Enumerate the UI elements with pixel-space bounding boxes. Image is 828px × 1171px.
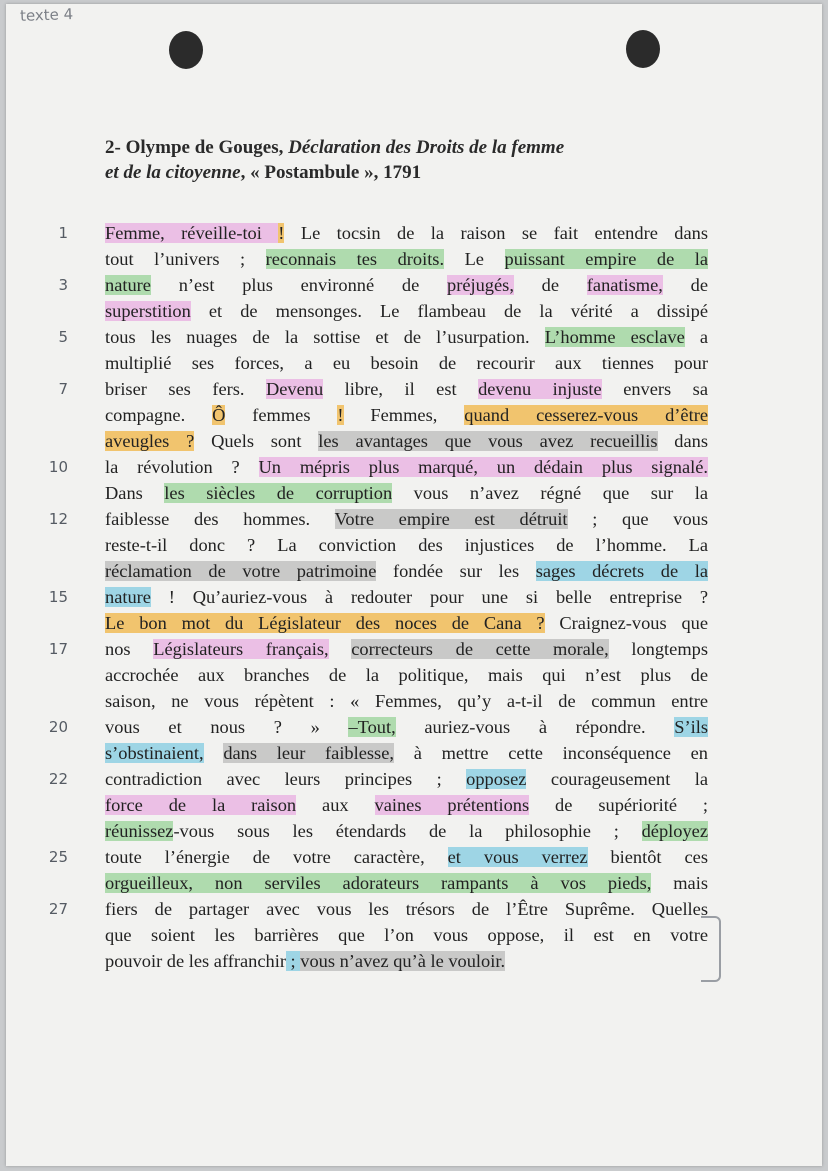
text-segment: Dans <box>105 483 165 503</box>
text-segment: vous et nous ? » <box>105 717 349 737</box>
text-segment: Le <box>444 249 505 269</box>
text-line <box>105 662 708 688</box>
highlighted-phrase: opposez <box>466 769 527 789</box>
text-segment: n’est plus environné de <box>150 275 448 295</box>
highlighted-phrase: superstition <box>105 301 191 321</box>
body-text <box>105 220 708 974</box>
text-segment: mais <box>651 873 708 893</box>
text-line <box>105 454 708 480</box>
text-segment: ; que vous <box>567 509 709 529</box>
highlighted-phrase: correcteurs de cette morale, <box>351 639 609 659</box>
heading-line-2 <box>105 160 715 185</box>
text-line <box>105 324 708 350</box>
text-line <box>105 558 708 584</box>
text-segment: de supériorité ; <box>529 795 709 815</box>
highlighted-phrase: Votre empire est détruit <box>334 509 568 529</box>
document-page <box>6 4 822 1166</box>
highlighted-phrase: vaines prétentions <box>374 795 530 815</box>
highlighted-phrase: L’homme esclave <box>544 327 685 347</box>
text-segment: conviction des injustices de l’homme. <box>318 535 667 555</box>
text-segment: multiplié ses forces, a eu besoin de recourir aux tiennes pour <box>105 353 708 373</box>
text-segment: à mettre cette inconséquence en <box>393 743 708 763</box>
text-line <box>105 376 708 402</box>
highlighted-phrase: –Tout, <box>348 717 396 737</box>
highlighted-phrase: sages décrets de la <box>535 561 708 581</box>
highlighted-phrase: ! <box>278 223 285 243</box>
line-number: 7 <box>58 380 68 398</box>
text-segment: Le flambeau de la vérité a dissipé <box>380 301 708 321</box>
text-segment: dans <box>657 431 708 451</box>
text-segment: longtemps <box>608 639 708 659</box>
text-segment: aux <box>296 795 375 815</box>
highlighted-phrase: Devenu <box>265 379 324 399</box>
text-segment: saison, ne vous répètent : « Femmes, qu’y a-t-il de commun entre <box>105 691 708 711</box>
text-segment: briser ses fers. <box>105 379 266 399</box>
text-line <box>105 272 708 298</box>
heading-section-date: , « Postambule », 1791 <box>240 162 422 183</box>
line-number: 25 <box>48 848 68 866</box>
highlighted-phrase: réunissez <box>105 821 174 841</box>
text-segment: Femmes, <box>343 405 465 425</box>
highlighted-phrase: ; <box>285 951 301 971</box>
handwritten-note: texte 4 <box>19 5 74 25</box>
highlighted-phrase: Législateurs français, <box>153 639 329 659</box>
line-number: 5 <box>58 328 68 346</box>
text-segment: auriez-vous à répondre. <box>395 717 675 737</box>
text-segment: toute l’énergie de votre caractère, <box>105 847 448 867</box>
text-line <box>105 688 708 714</box>
highlighted-phrase: aveugles ? <box>105 431 195 451</box>
text-segment: libre, il est <box>323 379 479 399</box>
text-segment: fiers de partager avec vous les trésors de l’Être Suprême. Quelles <box>105 899 708 919</box>
line-number: 10 <box>48 458 68 476</box>
heading-work-title: Déclaration des Droits de la femme <box>288 137 565 158</box>
text-line <box>105 766 708 792</box>
line-number: 3 <box>58 276 68 294</box>
text-line <box>105 714 708 740</box>
text-line <box>105 636 708 662</box>
highlighted-phrase: les avantages que vous avez recueillis <box>318 431 658 451</box>
highlighted-phrase: nature <box>105 587 151 607</box>
text-segment <box>204 743 224 763</box>
text-line <box>105 220 708 246</box>
text-segment: -vous sous les étendards de la philosophie ; <box>173 821 642 841</box>
highlighted-phrase: fanatisme, <box>586 275 663 295</box>
text-line <box>105 350 708 376</box>
text-segment: ! Qu’auriez-vous à redouter pour une si belle entreprise ? <box>150 587 708 607</box>
highlighted-phrase: s’obstinaient, <box>105 743 204 763</box>
highlighted-phrase: Le bon mot du Législateur des noces de Cana ? <box>105 613 545 633</box>
line-number: 27 <box>48 900 68 918</box>
highlighted-phrase: quand cesserez-vous d’être <box>464 405 708 425</box>
highlighted-phrase: orgueilleux, non serviles adorateurs rampants à vos pieds, <box>105 873 652 893</box>
text-line <box>105 402 708 428</box>
highlighted-phrase: force de la raison <box>105 795 297 815</box>
highlighted-phrase: Un mépris plus marqué, un dédain plus signalé. <box>258 457 708 477</box>
text-segment: courageusement la <box>526 769 709 789</box>
highlighted-phrase: ! <box>337 405 344 425</box>
text-segment: compagne. <box>105 405 213 425</box>
heading-line-1 <box>105 135 715 160</box>
text-line <box>105 948 708 974</box>
highlighted-phrase: dans leur faiblesse, <box>223 743 394 763</box>
text-line <box>105 844 708 870</box>
highlighted-phrase: Femme, réveille-toi <box>105 223 279 243</box>
text-segment: de <box>662 275 708 295</box>
text-line <box>105 506 708 532</box>
text-segment: contradiction avec leurs principes ; <box>105 769 467 789</box>
text-line <box>105 480 708 506</box>
text-line <box>105 922 708 948</box>
text-segment: reste-t-il donc ? La <box>105 535 319 555</box>
highlighted-phrase: préjugés, <box>447 275 514 295</box>
text-segment: nos <box>105 639 154 659</box>
highlighted-phrase: S’ils <box>674 717 708 737</box>
text-segment: la révolution ? <box>105 457 259 477</box>
text-line <box>105 818 708 844</box>
text-line <box>105 532 708 558</box>
text-segment: La <box>666 535 708 555</box>
highlighted-phrase: vous n’avez qu’à le vouloir. <box>300 951 506 971</box>
text-segment: Craignez-vous que <box>544 613 709 633</box>
text-segment: envers sa <box>601 379 709 399</box>
punch-hole-left <box>169 31 203 69</box>
line-number: 20 <box>48 718 68 736</box>
highlighted-phrase: déployez <box>641 821 708 841</box>
text-line <box>105 870 708 896</box>
highlighted-phrase: reconnais tes droits. <box>265 249 445 269</box>
text-line <box>105 896 708 922</box>
text-line <box>105 246 708 272</box>
heading-author: 2- Olympe de Gouges, <box>105 137 289 158</box>
highlighted-phrase: et vous verrez <box>447 847 588 867</box>
text-segment: Le tocsin de la raison se fait entendre dans <box>284 223 708 243</box>
punch-hole-right <box>626 30 660 68</box>
highlighted-phrase: Ô <box>212 405 226 425</box>
line-number: 12 <box>48 510 68 528</box>
text-segment: bientôt ces <box>587 847 708 867</box>
handwritten-bracket <box>701 916 721 982</box>
line-number: 22 <box>48 770 68 788</box>
text-segment: tous les nuages de la sottise et de l’usurpation. <box>105 327 545 347</box>
highlighted-phrase: nature <box>105 275 151 295</box>
highlighted-phrase: puissant empire de la <box>504 249 709 269</box>
text-segment: femmes <box>225 405 338 425</box>
text-segment: faiblesse des hommes. <box>105 509 335 529</box>
highlighted-phrase: réclamation de votre patrimoine <box>105 561 377 581</box>
highlighted-phrase: devenu injuste <box>478 379 602 399</box>
text-line <box>105 792 708 818</box>
text-segment: pouvoir de les affranchir <box>105 951 286 971</box>
text-segment: accrochée aux branches de la politique, mais qui n’est plus de <box>105 665 708 685</box>
line-number: 1 <box>58 224 68 242</box>
text-segment: a <box>684 327 709 347</box>
text-segment: que soient les barrières que l’on vous oppose, il est en votre <box>105 925 708 945</box>
line-number: 15 <box>48 588 68 606</box>
text-line <box>105 428 708 454</box>
highlighted-phrase: les siècles de corruption <box>164 483 393 503</box>
line-number: 17 <box>48 640 68 658</box>
text-segment <box>329 639 352 659</box>
text-segment: vous n’avez régné que sur la <box>392 483 708 503</box>
text-segment: Quels sont <box>194 431 319 451</box>
text-segment: et de mensonges. <box>190 301 381 321</box>
document-heading <box>105 135 715 185</box>
text-line <box>105 298 708 324</box>
heading-work-title-cont: et de la citoyenne <box>105 162 241 183</box>
text-line <box>105 610 708 636</box>
text-line <box>105 584 708 610</box>
text-segment: de <box>513 275 587 295</box>
text-segment: tout l’univers ; <box>105 249 266 269</box>
text-segment: fondée sur les <box>376 561 536 581</box>
text-line <box>105 740 708 766</box>
